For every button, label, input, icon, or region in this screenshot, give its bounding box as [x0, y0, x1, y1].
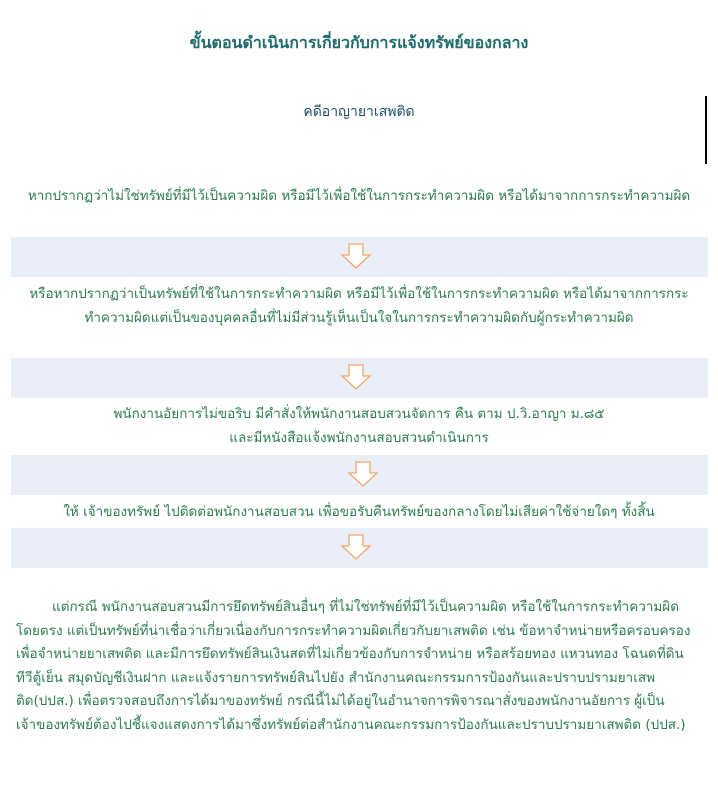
page-subtitle: คดีอาญายาเสพติด: [303, 104, 415, 120]
arrow-band-3: [11, 455, 708, 495]
page-title: ขั้นตอนดำเนินการเกี่ยวกับการแจ้งทรัพย์ของกลาง: [189, 33, 529, 52]
note-paragraph: [16, 596, 702, 737]
step-4-text: ให้ เจ้าของทรัพย์ ไปติดต่อพนักงานสอบสวน เพื่อขอรับคืนทรัพย์ของกลางโดยไม่เสียค่าใช้จ่ายใดๆ ทั้งสิ้น: [63, 504, 655, 520]
step-2-text: หรือหากปรากฏว่าเป็นทรัพย์ที่ใช้ในการกระทำความผิด หรือมีไว้เพื่อใช้ในการกระทำความผิด หรือได้มาจากการกระทำความผิดแต่เป็นของบุคคลอื่นที่ไม่มีส่วนรู้เห็นเป็นใจในการกระทำความผิดกับผู้กระทำความผิด: [29, 286, 689, 326]
note-paragraph-text: แต่กรณี พนักงานสอบสวนมีการยึดทรัพย์สินอื่นๆ ที่ไม่ใช่ทรัพย์ที่มีไว้เป็นความผิด หรือใช้ในการกระทำความผิดโดยตรง แต่เป็นทรัพย์ที่น่าเชื่อว่าเกี่ยวเนื่องกับการกระทำความผิดเกี่ยวกับยาเสพติด เช่น ข้อหาจำหน่ายหรือครอบครองเพื่อจำหน่ายยาเสพติด และมีการยึดทรัพย์สินเงินสดที่ไม่เกี่ยวข้องกับการจำหน่าย หรือสร้อยทอง แหวนทอง โฉนดที่ดิน ทีวีตู้เย็น สมุดบัญชีเงินฝาก และแจ้งรายการทรัพย์สินไปยัง สำนักงานคณะกรรมการป้องกันและปราบปรามยาเสพติด(ปปส.) เพื่อตรวจสอบถึงการได้มาของทรัพย์ กรณีนี้ไม่ได้อยู่ในอำนาจการพิจารณาสั่งของพนักงานอัยการ ผู้เป็นเจ้าของทรัพย์ต้องไปชี้แจงแสดงการได้มาซึ่งทรัพย์ต่อสำนักงานคณะกรรมการป้องกันและปราบปรามยาเสพติด (ปปส.): [16, 599, 691, 733]
step-3-line-2: และมีหนังสือแจ้งพนักงานสอบสวนดำเนินการ: [229, 430, 489, 446]
arrow-band-1: [11, 237, 708, 277]
step-3-text: [14, 402, 704, 450]
arrow-band-4: [11, 528, 708, 568]
down-arrow-icon: [340, 534, 372, 560]
down-arrow-icon: [340, 243, 372, 269]
arrow-band-2: [11, 358, 708, 398]
down-arrow-icon: [347, 461, 379, 487]
step-3-line-1: พนักงานอัยการไม่ขอริบ มีคำสั่งให้พนักงานสอบสวนจัดการ คืน ตาม ป.วิ.อาญา ม.๘๕: [113, 406, 605, 422]
vertical-divider: [705, 96, 707, 164]
down-arrow-icon: [340, 364, 372, 390]
step-1-text: หากปรากฏว่าไม่ใช่ทรัพย์ที่มีไว้เป็นความผิด หรือมีไว้เพื่อใช้ในการกระทำความผิด หรือได้มาจากการกระทำความผิด: [27, 188, 691, 204]
